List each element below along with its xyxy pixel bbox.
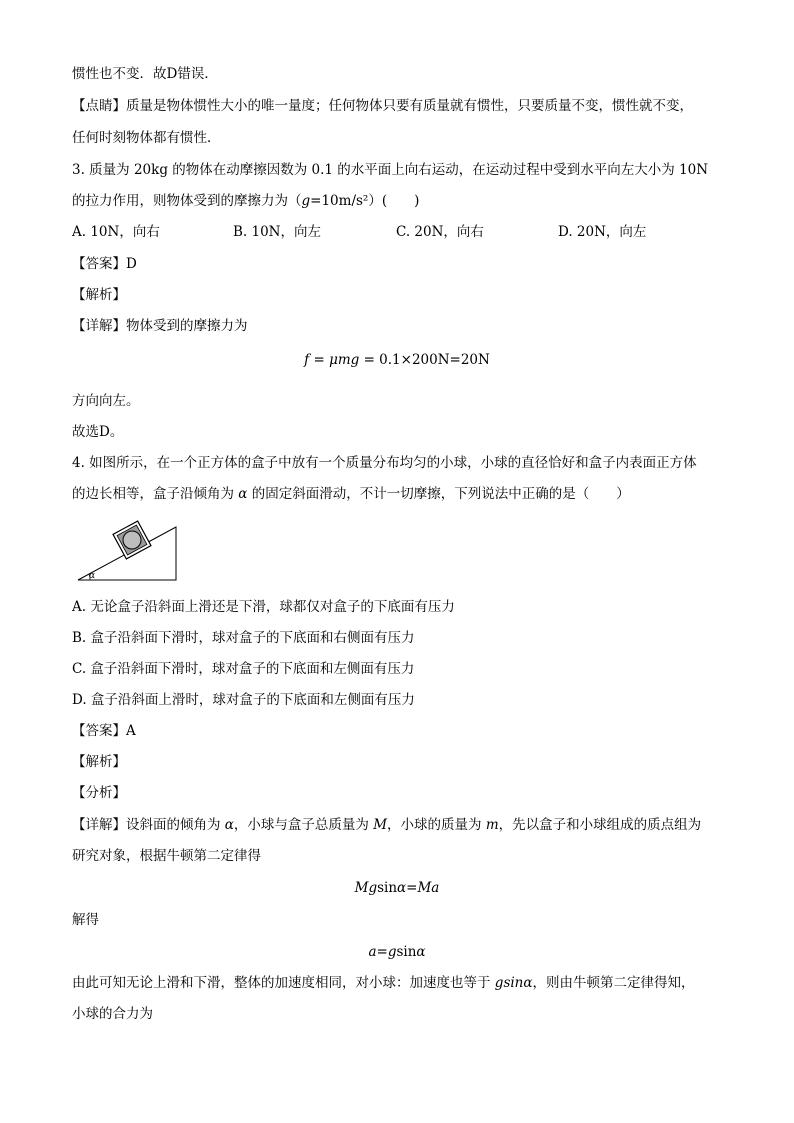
question-4-solve-label: 解得 xyxy=(72,912,99,928)
question-4-analysis-heading: 【解析】 xyxy=(72,754,126,770)
question-3-detail: 【详解】物体受到的摩擦力为 xyxy=(72,318,248,334)
question-4-equation-2: a=gsinα xyxy=(368,944,426,960)
question-3-choice: 故选D。 xyxy=(72,424,124,440)
question-4-option-d: D. 盒子沿斜面上滑时，球对盒子的下底面和左侧面有压力 xyxy=(72,692,415,708)
question-4-option-b: B. 盒子沿斜面下滑时，球对盒子的下底面和右侧面有压力 xyxy=(72,630,415,646)
question-4-stem-line2: 的边长相等，盒子沿倾角为 α 的固定斜面滑动，不计一切摩擦，下列说法中正确的是（ ） xyxy=(72,486,630,502)
paragraph-tip-line1: 【点睛】质量是物体惯性大小的唯一量度；任何物体只要有质量就有惯性，只要质量不变，惯性就不变， xyxy=(72,98,693,114)
box-on-incline xyxy=(113,521,151,559)
question-3-option-a: A. 10N，向右 xyxy=(72,224,160,240)
question-3-answer: 【答案】D xyxy=(72,256,137,272)
question-4-option-a: A. 无论盒子沿斜面上滑还是下滑，球都仅对盒子的下底面有压力 xyxy=(72,599,455,615)
question-3-option-d: D. 20N，向左 xyxy=(558,224,647,240)
paragraph-inertia-conclusion: 惯性也不变．故D错误． xyxy=(72,66,218,82)
question-4-option-c: C. 盒子沿斜面下滑时，球对盒子的下底面和左侧面有压力 xyxy=(72,661,415,677)
paragraph-tip-line2: 任何时刻物体都有惯性． xyxy=(72,130,221,146)
question-3-analysis-heading: 【解析】 xyxy=(72,287,126,303)
incline-box-diagram xyxy=(76,514,180,584)
question-3-stem-line1: 3. 质量为 20kg 的物体在动摩擦因数为 0.1 的水平面上向右运动，在运动过程中受到水平向左大小为 10N xyxy=(72,162,709,178)
question-3-direction: 方向向左。 xyxy=(72,393,140,409)
question-4-conclusion-line2: 小球的合力为 xyxy=(72,1006,153,1022)
question-4-fenxi-heading: 【分析】 xyxy=(72,785,126,801)
question-4-detail-line2: 研究对象，根据牛顿第二定律得 xyxy=(72,848,261,864)
question-4-stem-line1: 4. 如图所示，在一个正方体的盒子中放有一个质量分布均匀的小球，小球的直径恰好和盒子内表面正方体 xyxy=(72,455,697,471)
question-4-equation-1: Mgsinα=Ma xyxy=(354,880,440,896)
question-3-stem-line2: 的拉力作用，则物体受到的摩擦力为（g=10m/s²）( ) xyxy=(72,193,420,209)
angle-alpha-label: α xyxy=(89,571,96,581)
question-3-formula: f = μmg = 0.1×200N=20N xyxy=(304,352,490,368)
question-3-option-b: B. 10N，向左 xyxy=(233,224,321,240)
question-4-conclusion-line1: 由此可知无论上滑和下滑，整体的加速度相同，对小球：加速度也等于 gsinα，则由牛顿第二定律得知， xyxy=(72,975,695,991)
question-4-detail-line1: 【详解】设斜面的倾角为 α，小球与盒子总质量为 M，小球的质量为 m，先以盒子和小球组成的质点组为 xyxy=(72,817,702,833)
question-3-option-c: C. 20N，向右 xyxy=(396,224,484,240)
question-4-answer: 【答案】A xyxy=(72,723,136,739)
